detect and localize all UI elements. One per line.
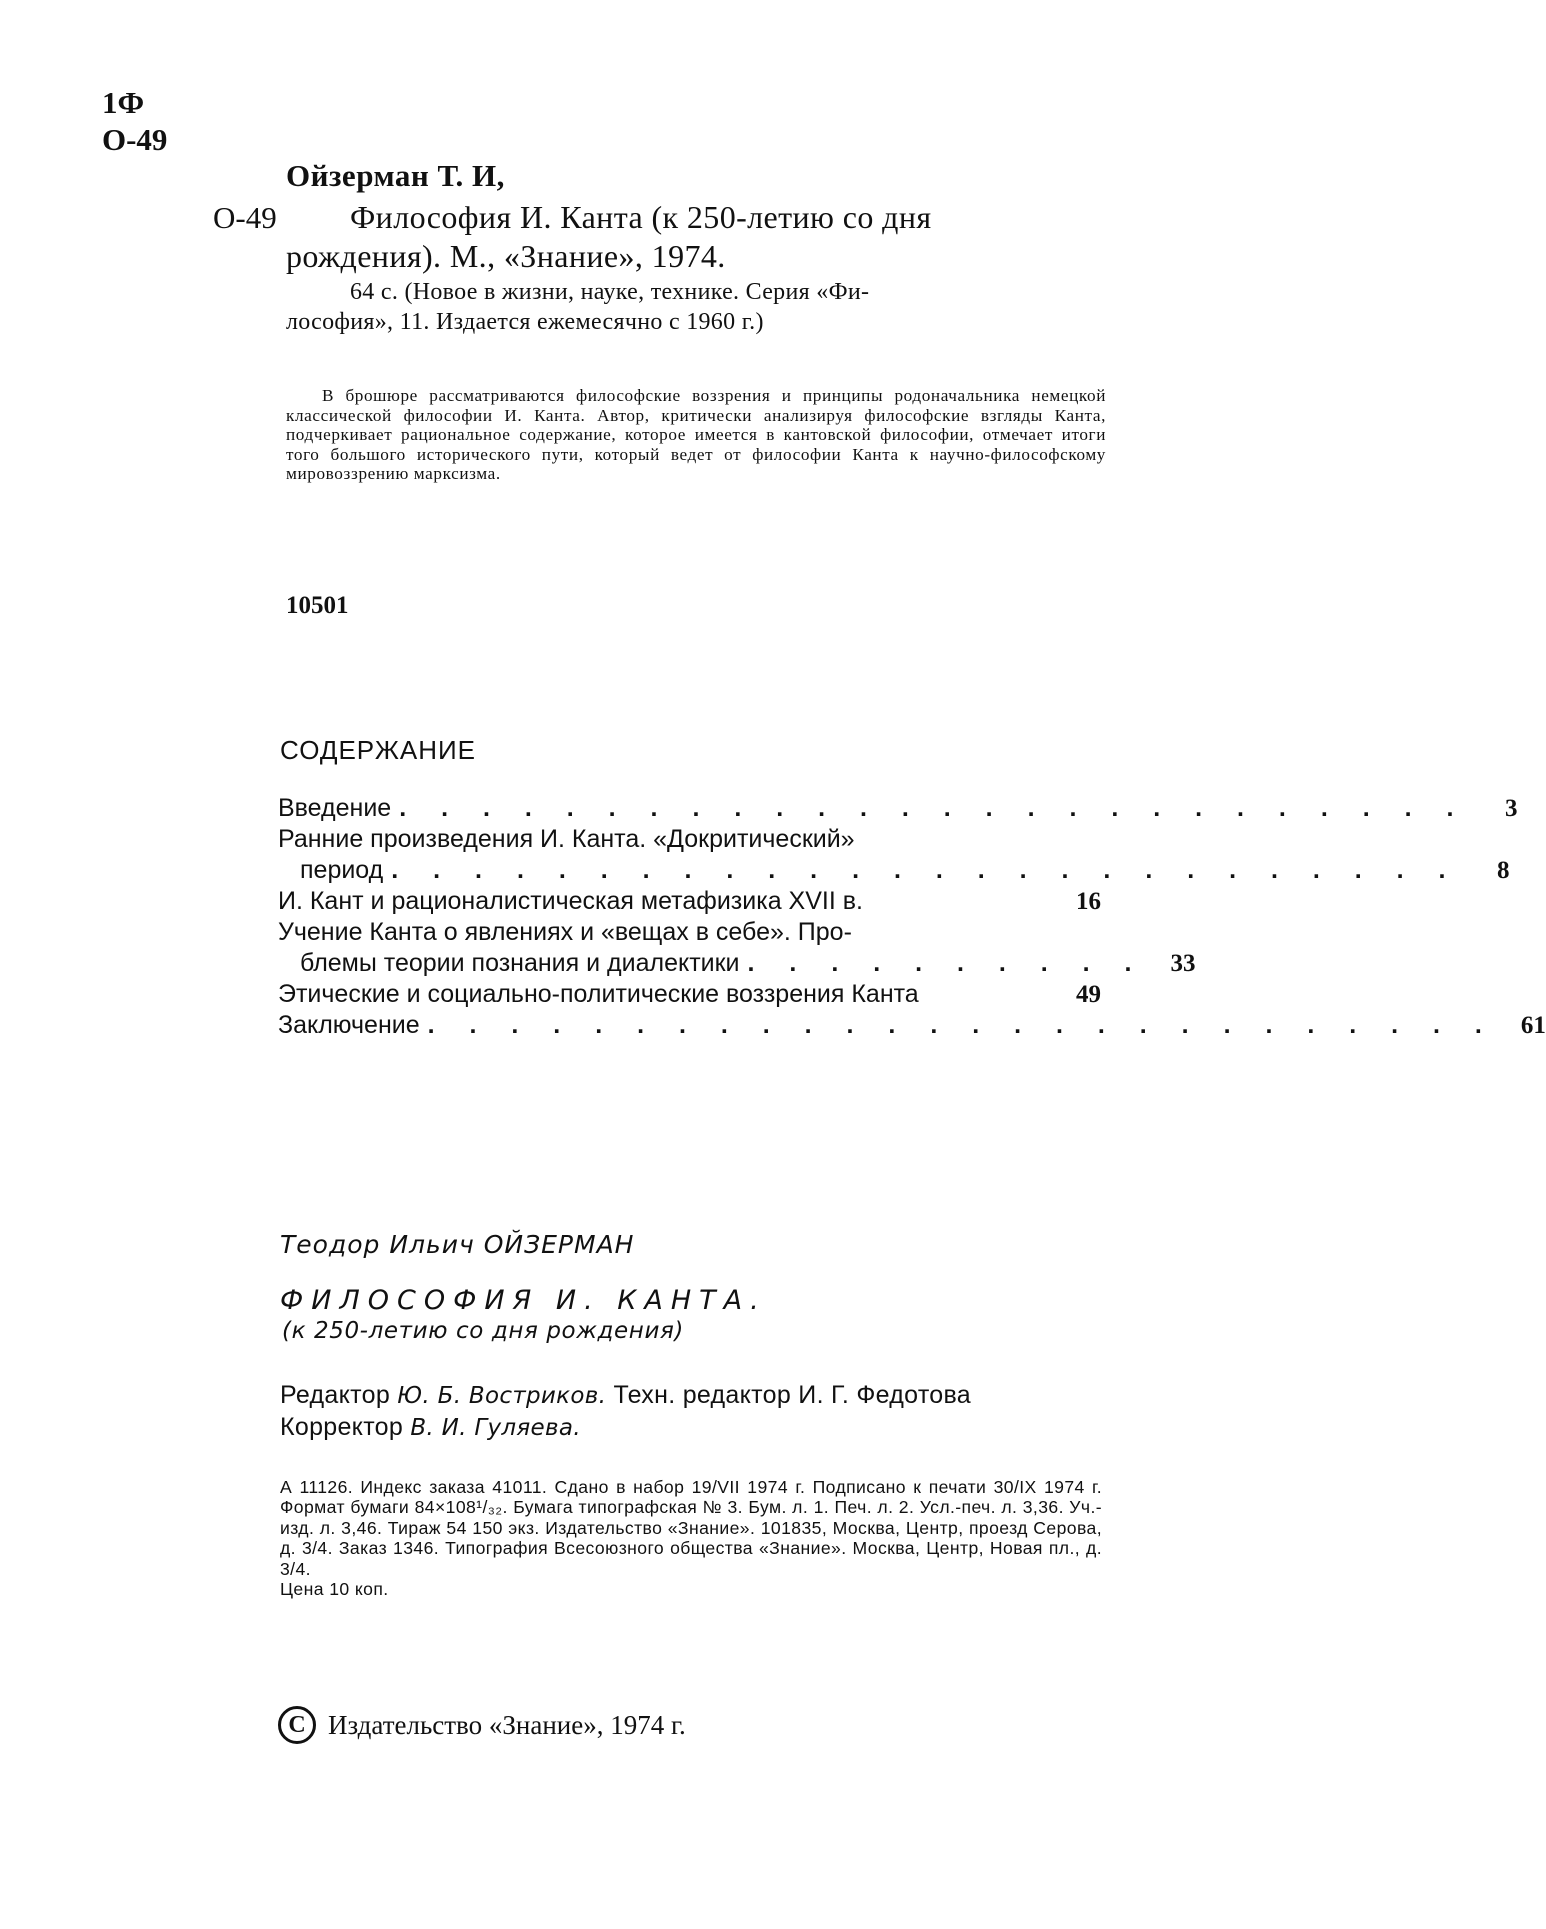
catalog-title-line-1: Философия И. Канта (к 250-летию со дня: [350, 199, 932, 235]
tech-editor-label: Техн. редактор: [613, 1381, 792, 1409]
price: Цена 10 коп.: [280, 1579, 389, 1600]
udc-classification: 1Ф: [102, 85, 145, 120]
toc-entry: [278, 793, 1518, 824]
toc-entry: [278, 979, 1101, 1010]
author-classification-code: О-49: [102, 122, 168, 157]
toc-entry-page: 16: [1076, 888, 1101, 915]
toc-entry-title: Ранние произведения И. Канта. «Докритический»: [278, 825, 855, 853]
editor-label: Редактор: [280, 1381, 391, 1409]
catalog-code: О-49: [213, 200, 277, 235]
toc-entry-page: 49: [1076, 981, 1101, 1008]
toc-entry-page: 3: [1504, 795, 1518, 822]
proofreader-name: В. И. Гуляева.: [410, 1415, 581, 1441]
abstract-text: В брошюре рассматриваются философские воззрения и принципы родоначальника немецкой классической философии И. Канта. Автор, критически анализируя философские взгляды Канта, подчеркивает рациональное содержание, которое имеется в кантовской философии, отмечает итоги того большого исторического пути, который ведет от философии Канта к научно-философскому мировоззрению марксизма.: [286, 386, 1106, 484]
copyright-icon: C: [278, 1706, 316, 1744]
toc-entry: [278, 886, 1101, 917]
catalog-description-line-1: 64 с. (Новое в жизни, науке, технике. Серия «Фи-: [350, 279, 870, 305]
colophon-imprint: [280, 1477, 1102, 1599]
toc-leader-dots: . . . . . . . . . . . . . . . . . . . . . . . . . .: [391, 856, 1460, 884]
toc-leader-dots: . . . . . . . . . . . . . . . . . . . . . . . . . .: [399, 794, 1468, 822]
colophon-editors: [280, 1380, 1100, 1444]
colophon-author: Теодор Ильич ОЙЗЕРМАН: [280, 1230, 635, 1259]
toc-entry-title: Этические и социально-политические воззрения Канта: [278, 980, 919, 1008]
toc-leader-dots: . . . . . . . . . . . . . . . . . . . . . . . . . .: [427, 1011, 1496, 1039]
toc-entry: [278, 917, 1196, 979]
table-of-contents: [278, 793, 1546, 1041]
catalog-number: 10501: [286, 592, 349, 619]
colophon-book-subtitle: (к 250-летию со дня рождения): [282, 1318, 684, 1344]
toc-entry-page: 33: [1170, 950, 1196, 977]
toc-entry-page: 61: [1520, 1012, 1546, 1039]
tech-editor-name: И. Г. Федотова: [798, 1381, 972, 1409]
toc-entry: [278, 824, 1510, 886]
toc-entry-title: Введение: [278, 794, 392, 822]
toc-leader-dots: . . . . . . . . . .: [747, 949, 1146, 977]
contents-heading: СОДЕРЖАНИЕ: [280, 735, 477, 765]
catalog-description-line-2: лософия», 11. Издается ежемесячно с 1960 г.): [286, 309, 764, 335]
copyright-line: [278, 1706, 686, 1744]
toc-entry-title: Заключение: [278, 1011, 420, 1039]
imprint-text: А 11126. Индекс заказа 41011. Сдано в набор 19/VII 1974 г. Подписано к печати 30/IX 1974 г. Формат бумаги 84×108¹/₃₂. Бумага типографская № 3. Бум. л. 1. Печ. л. 2. Усл.-печ. л. 3,36. Уч.-изд. л. 3,46. Тираж 54 150 экз. Издательство «Знание». 101835, Москва, Центр, проезд Серова, д. 3/4. Заказ 1346. Типография Всесоюзного общества «Знание». Москва, Центр, Новая пл., д. 3/4.: [280, 1477, 1102, 1579]
editor-name: Ю. Б. Востриков.: [397, 1383, 607, 1409]
proofreader-label: Корректор: [280, 1413, 404, 1441]
copyright-text: Издательство «Знание», 1974 г.: [328, 1709, 686, 1740]
toc-entry-title-continued: блемы теории познания и диалектики: [300, 949, 740, 977]
toc-entry-title: И. Кант и рационалистическая метафизика XVII в.: [278, 887, 863, 915]
toc-entry-page: 8: [1497, 857, 1510, 884]
colophon-book-title: ФИЛОСОФИЯ И. КАНТА.: [280, 1285, 767, 1316]
toc-entry-title: Учение Канта о явлениях и «вещах в себе». Про-: [278, 918, 852, 946]
catalog-abstract: [286, 386, 1106, 484]
catalog-title-line-2: рождения). М., «Знание», 1974.: [286, 238, 726, 274]
catalog-author: Ойзерман Т. И,: [286, 158, 505, 193]
toc-entry: [278, 1010, 1546, 1041]
toc-entry-title-continued: период: [300, 856, 384, 884]
